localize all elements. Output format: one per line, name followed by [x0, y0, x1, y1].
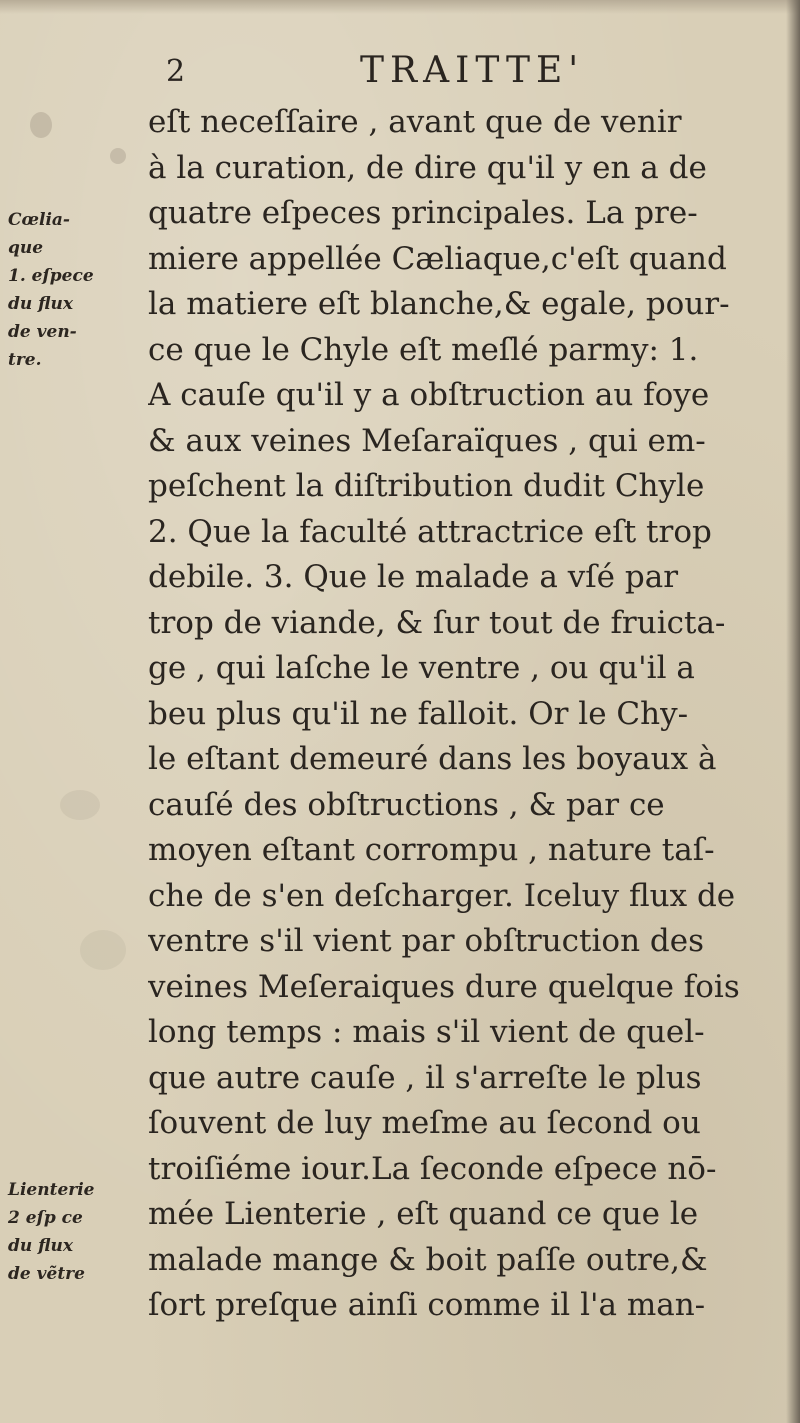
running-head — [160, 46, 760, 98]
margin-note-celiaque — [8, 206, 138, 374]
text-line: le eſtant demeuré dans les boyaux à — [148, 741, 717, 777]
ink-blot — [60, 790, 100, 820]
text-line: 2. Que la faculté attractrice eſt trop — [148, 513, 712, 550]
ink-blot — [80, 930, 126, 970]
ink-blot — [30, 112, 52, 138]
running-title: TRAITTE' — [360, 50, 585, 91]
text-line: cauſé des obſtructions , & par ce — [148, 786, 665, 823]
page-gutter-shadow — [786, 0, 800, 1423]
page-top-shadow — [0, 0, 800, 14]
text-line: moyen eſtant corrompu , nature taſ- — [148, 832, 715, 868]
text-line: ſouvent de luy meſme au ſecond ou — [148, 1105, 701, 1141]
text-line: quatre eſpeces principales. La pre- — [148, 195, 698, 231]
margin-note-line: 2 eſp ce — [8, 1208, 83, 1228]
margin-note-line: Cœlia- — [8, 210, 70, 230]
margin-note-line: 1. eſpece — [8, 266, 94, 286]
text-line: ſort preſque ainſi comme il l'a man- — [148, 1287, 706, 1323]
text-line: beu plus qu'il ne falloit. Or le Chy- — [148, 695, 689, 732]
page-number: 2 — [166, 54, 186, 89]
text-line: eſt neceſſaire , avant que de venir — [148, 104, 682, 140]
margin-note-line: du flux — [8, 1236, 74, 1256]
margin-note-line: Lienterie — [8, 1180, 95, 1200]
text-line: veines Meſeraiques dure quelque fois — [148, 968, 740, 1005]
text-line: A cauſe qu'il y a obſtruction au foye — [148, 377, 710, 413]
text-line: miere appellée Cæliaque,c'eſt quand — [148, 240, 727, 277]
text-line: trop de viande, & ſur tout de fruicta- — [148, 604, 726, 641]
text-line: debile. 3. Que le malade a vſé par — [148, 559, 679, 595]
text-line: ce que le Chyle eſt meſlé parmy: 1. — [148, 331, 699, 368]
margin-note-line: de vẽtre — [8, 1264, 85, 1284]
body-text — [148, 100, 763, 1329]
text-line: ventre s'il vient par obſtruction des — [148, 923, 705, 959]
text-line: troiſiéme iour.La ſeconde eſpece nō- — [148, 1150, 717, 1187]
text-line: ge , qui laſche le ventre , ou qu'il a — [148, 650, 695, 686]
margin-note-line: que — [8, 238, 44, 258]
text-line: à la curation, de dire qu'il y en a de — [148, 149, 707, 186]
margin-note-line: de ven- — [8, 322, 77, 342]
text-line: que autre cauſe , il s'arreſte le plus — [148, 1059, 702, 1096]
text-line: long temps : mais s'il vient de quel- — [148, 1014, 705, 1050]
text-line: la matiere eſt blanche,& egale, pour- — [148, 286, 730, 322]
margin-note-line: du flux — [8, 294, 74, 314]
ink-blot — [110, 148, 126, 164]
text-line: & aux veines Meſaraïques , qui em- — [148, 422, 706, 459]
margin-note-lienterie — [8, 1176, 138, 1288]
text-line: peſchent la diſtribution dudit Chyle — [148, 468, 705, 504]
margin-note-line: tre. — [8, 350, 42, 370]
text-line: malade mange & boit paſſe outre,& — [148, 1241, 708, 1278]
text-line: che de s'en deſcharger. Iceluy flux de — [148, 877, 736, 914]
text-line: mée Lienterie , eſt quand ce que le — [148, 1196, 699, 1232]
